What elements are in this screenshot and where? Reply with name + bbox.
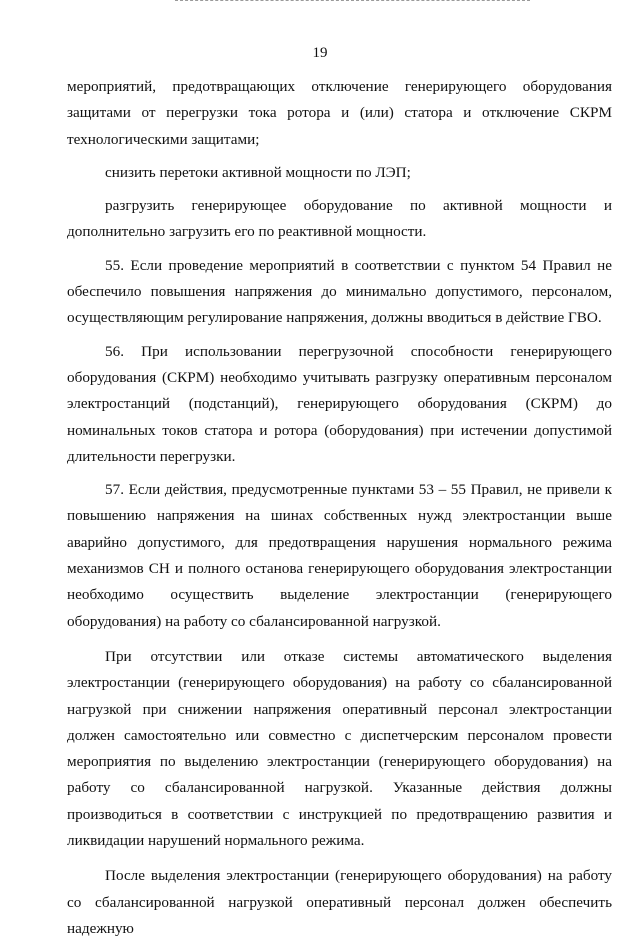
paragraph-56: 56. При использовании перегрузочной способности генерирующего оборудования (СКРМ) необходимо учитывать разгрузку оперативным персоналом электростанций (подстанций), генерирующего оборудования (СКРМ) до номинальных токов статора и ротора (оборудования) при истечении допустимой длительности перегрузки. — [67, 342, 612, 465]
paragraph-auto-separation: При отсутствии или отказе системы автоматического выделения электростанции (генерирующего оборудования) на работу со сбалансированной нагрузкой при снижении напряжения оперативный персонал электростанции должен самостоятельно или совместно с диспетчерским персоналом провести мероприятия по выделению электростанции (генерирующего оборудования) на работу со сбалансированной нагрузкой. Указанные действия должны производиться в соответствии с инструкцией по предотвращению развития и ликвидации нарушений нормального режима. — [67, 647, 612, 850]
document-body — [67, 74, 612, 942]
page-number: 19 — [312, 45, 328, 61]
paragraph-57: 57. Если действия, предусмотренные пунктами 53 – 55 Правил, не привели к повышению напряжения на шинах собственных нужд электростанции выше аварийно допустимого, для предотвращения нарушения нормального режима механизмов СН и полного останова генерирующего оборудования электростанции необходимо осуществить выделение электростанции (генерирующего оборудования) на работу со сбалансированной нагрузкой. — [67, 481, 612, 630]
paragraph-unload-generation: разгрузить генерирующее оборудование по активной мощности и дополнительно загрузить его по реактивной мощности. — [67, 197, 612, 241]
paragraph-55: 55. Если проведение мероприятий в соответствии с пунктом 54 Правил не обеспечило повышения напряжения до минимально допустимого, персоналом, осуществляющим регулирование напряжения, должны вводиться в действие ГВО. — [67, 256, 612, 327]
paragraph-continuation: мероприятий, предотвращающих отключение генерирующего оборудования защитами от перегрузки тока ротора и (или) статора и отключение СКРМ технологическими защитами; — [67, 78, 612, 148]
top-scan-edge — [175, 0, 530, 2]
paragraph-after-separation: После выделения электростанции (генерирующего оборудования) на работу со сбалансированной нагрузкой оперативный персонал должен обеспечить надежную — [67, 867, 612, 937]
paragraph-reduce-flows: снизить перетоки активной мощности по ЛЭП; — [105, 163, 411, 181]
